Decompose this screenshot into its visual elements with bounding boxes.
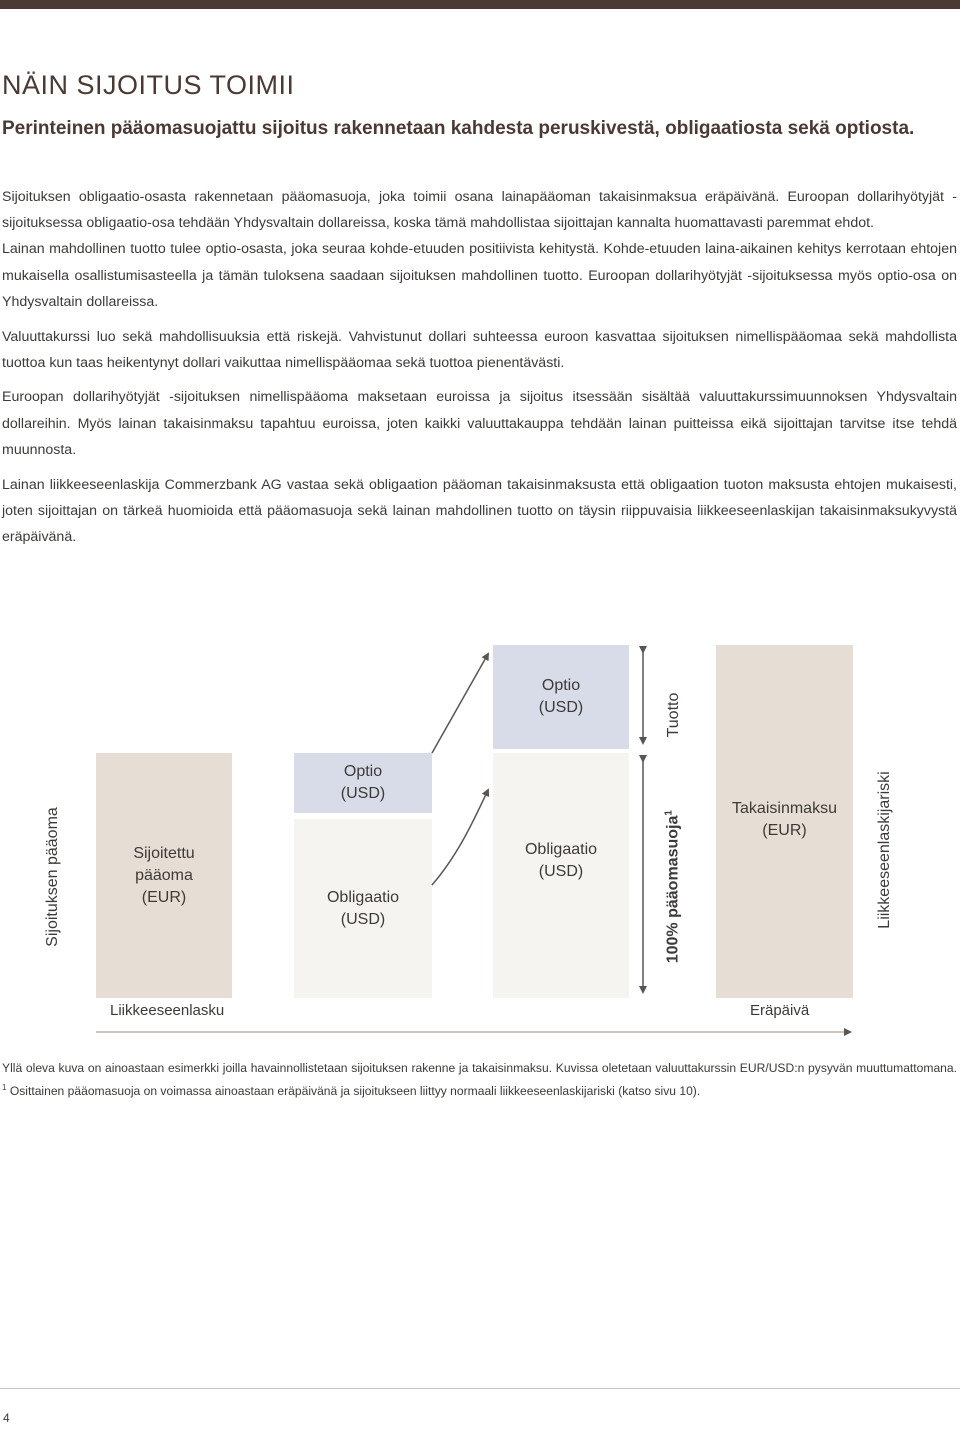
option-initial-currency: (USD)	[340, 785, 386, 802]
protection-label-sup: 1	[663, 810, 675, 816]
paragraph-4: Euroopan dollarihyötyjät -sijoituksen nimellispääoma maksetaan euroissa ja sijoitus itsessään sisältää valuuttakurssimuunnoksen Yhdysvaltain dollareihin. Myös lainan takaisinmaksu tapahtuu euroissa, joten kaikki valuuttakauppa tehdään lainan puitteissa eikä sijoittajan tarvitse itse tehdä muunnosta.	[2, 389, 957, 458]
caption-sup: 1	[2, 1083, 7, 1092]
page-number: 4	[3, 1411, 10, 1425]
right-axis-label: Liikkeeseenlaskijariski	[876, 771, 893, 929]
page-title: NÄIN SIJOITUS TOIMII	[2, 70, 295, 100]
invested-capital-line-1: Sijoitettu	[133, 844, 195, 862]
repayment-label: Takaisinmaksu	[732, 800, 837, 817]
option-maturity-label: Optio	[541, 677, 581, 694]
diagram-arrows	[0, 630, 960, 1050]
caption-main: Yllä oleva kuva on ainoastaan esimerkki joilla havainnollistetaan sijoituksen rakenne ja takaisinmaksu. Kuvissa oletetaan valuuttakurssin EUR/USD:n pysyvän muuttumattomana.	[2, 1061, 957, 1075]
bond-curve-arrow	[432, 790, 488, 885]
bond-initial-label: Obligaatio	[326, 888, 400, 906]
invested-capital-line-2: pääoma	[135, 866, 193, 884]
page-subtitle: Perinteinen pääomasuojattu sijoitus rakennetaan kahdesta peruskivestä, obligaatiosta sekä optiosta.	[2, 118, 915, 139]
bond-maturity-label: Obligaatio	[524, 840, 598, 858]
repayment-currency: (EUR)	[762, 822, 807, 839]
invested-capital-line-3: (EUR)	[141, 888, 187, 906]
bond-initial-currency: (USD)	[340, 910, 386, 928]
body-text	[2, 184, 957, 559]
maturity-date-label: Eräpäivä	[750, 1002, 810, 1019]
bond-maturity-currency: (USD)	[538, 862, 584, 880]
figure-caption	[2, 1058, 957, 1101]
option-rise-arrow	[432, 654, 488, 753]
return-label: Tuotto	[665, 692, 682, 738]
top-color-bar	[0, 0, 960, 9]
paragraph-2: Lainan mahdollinen tuotto tulee optio-osasta, joka seuraa kohde-etuuden positiivista kehitystä. Kohde-etuuden laina-aikainen kehitys kerrotaan ehtojen mukaisella osallistumisasteella ja tämän tuloksena saadaan sijoituksen mahdollinen tuotto. Euroopan dollarihyötyjät -sijoituksessa myös optio-osa on Yhdysvaltain dollareissa.	[2, 241, 957, 310]
paragraph-5: Lainan liikkeeseenlaskija Commerzbank AG vastaa sekä obligaation pääoman takaisinmaksusta että obligaation tuoton maksusta ehtojen mukaisesti, joten sijoittajan on tärkeä huomioida että pääomasuoja sekä lainan mahdollinen tuotto on täysin riippuvaisia liikkeeseenlaskijan takaisinmaksukyvystä eräpäivänä.	[2, 476, 957, 545]
footer-divider	[0, 1388, 960, 1389]
option-maturity-currency: (USD)	[538, 699, 584, 716]
protection-label	[663, 802, 682, 972]
issue-date-label: Liikkeeseenlasku	[110, 1002, 225, 1019]
paragraph-3: Valuuttakurssi luo sekä mahdollisuuksia että riskejä. Vahvistunut dollari suhteessa euroon kasvattaa sijoituksen nimellispääomaa sekä mahdollista tuottoa kun taas heikentynyt dollari vaikuttaa nimellispääomaa sekä tuottoa pienentävästi.	[2, 328, 957, 371]
paragraph-1: Sijoituksen obligaatio-osasta rakennetaan pääomasuoja, joka toimii osana lainapääoman takaisinmaksua eräpäivänä. Euroopan dollarihyötyjät -sijoituksessa obligaatio-osa tehdään Yhdysvaltain dollareissa, koska tämä mahdollistaa sijoittajan kannalta huomattavasti paremmat ehdot.	[2, 189, 957, 232]
option-initial-label: Optio	[343, 763, 383, 780]
protection-label-text: 100% pääomasuoja	[664, 815, 682, 964]
left-axis-label: Sijoituksen pääoma	[44, 807, 61, 947]
caption-note: Osittainen pääomasuoja on voimassa ainoastaan eräpäivänä ja sijoitukseen liittyy normaali liikkeeseenlaskijariski (katso sivu 10).	[9, 1084, 701, 1099]
